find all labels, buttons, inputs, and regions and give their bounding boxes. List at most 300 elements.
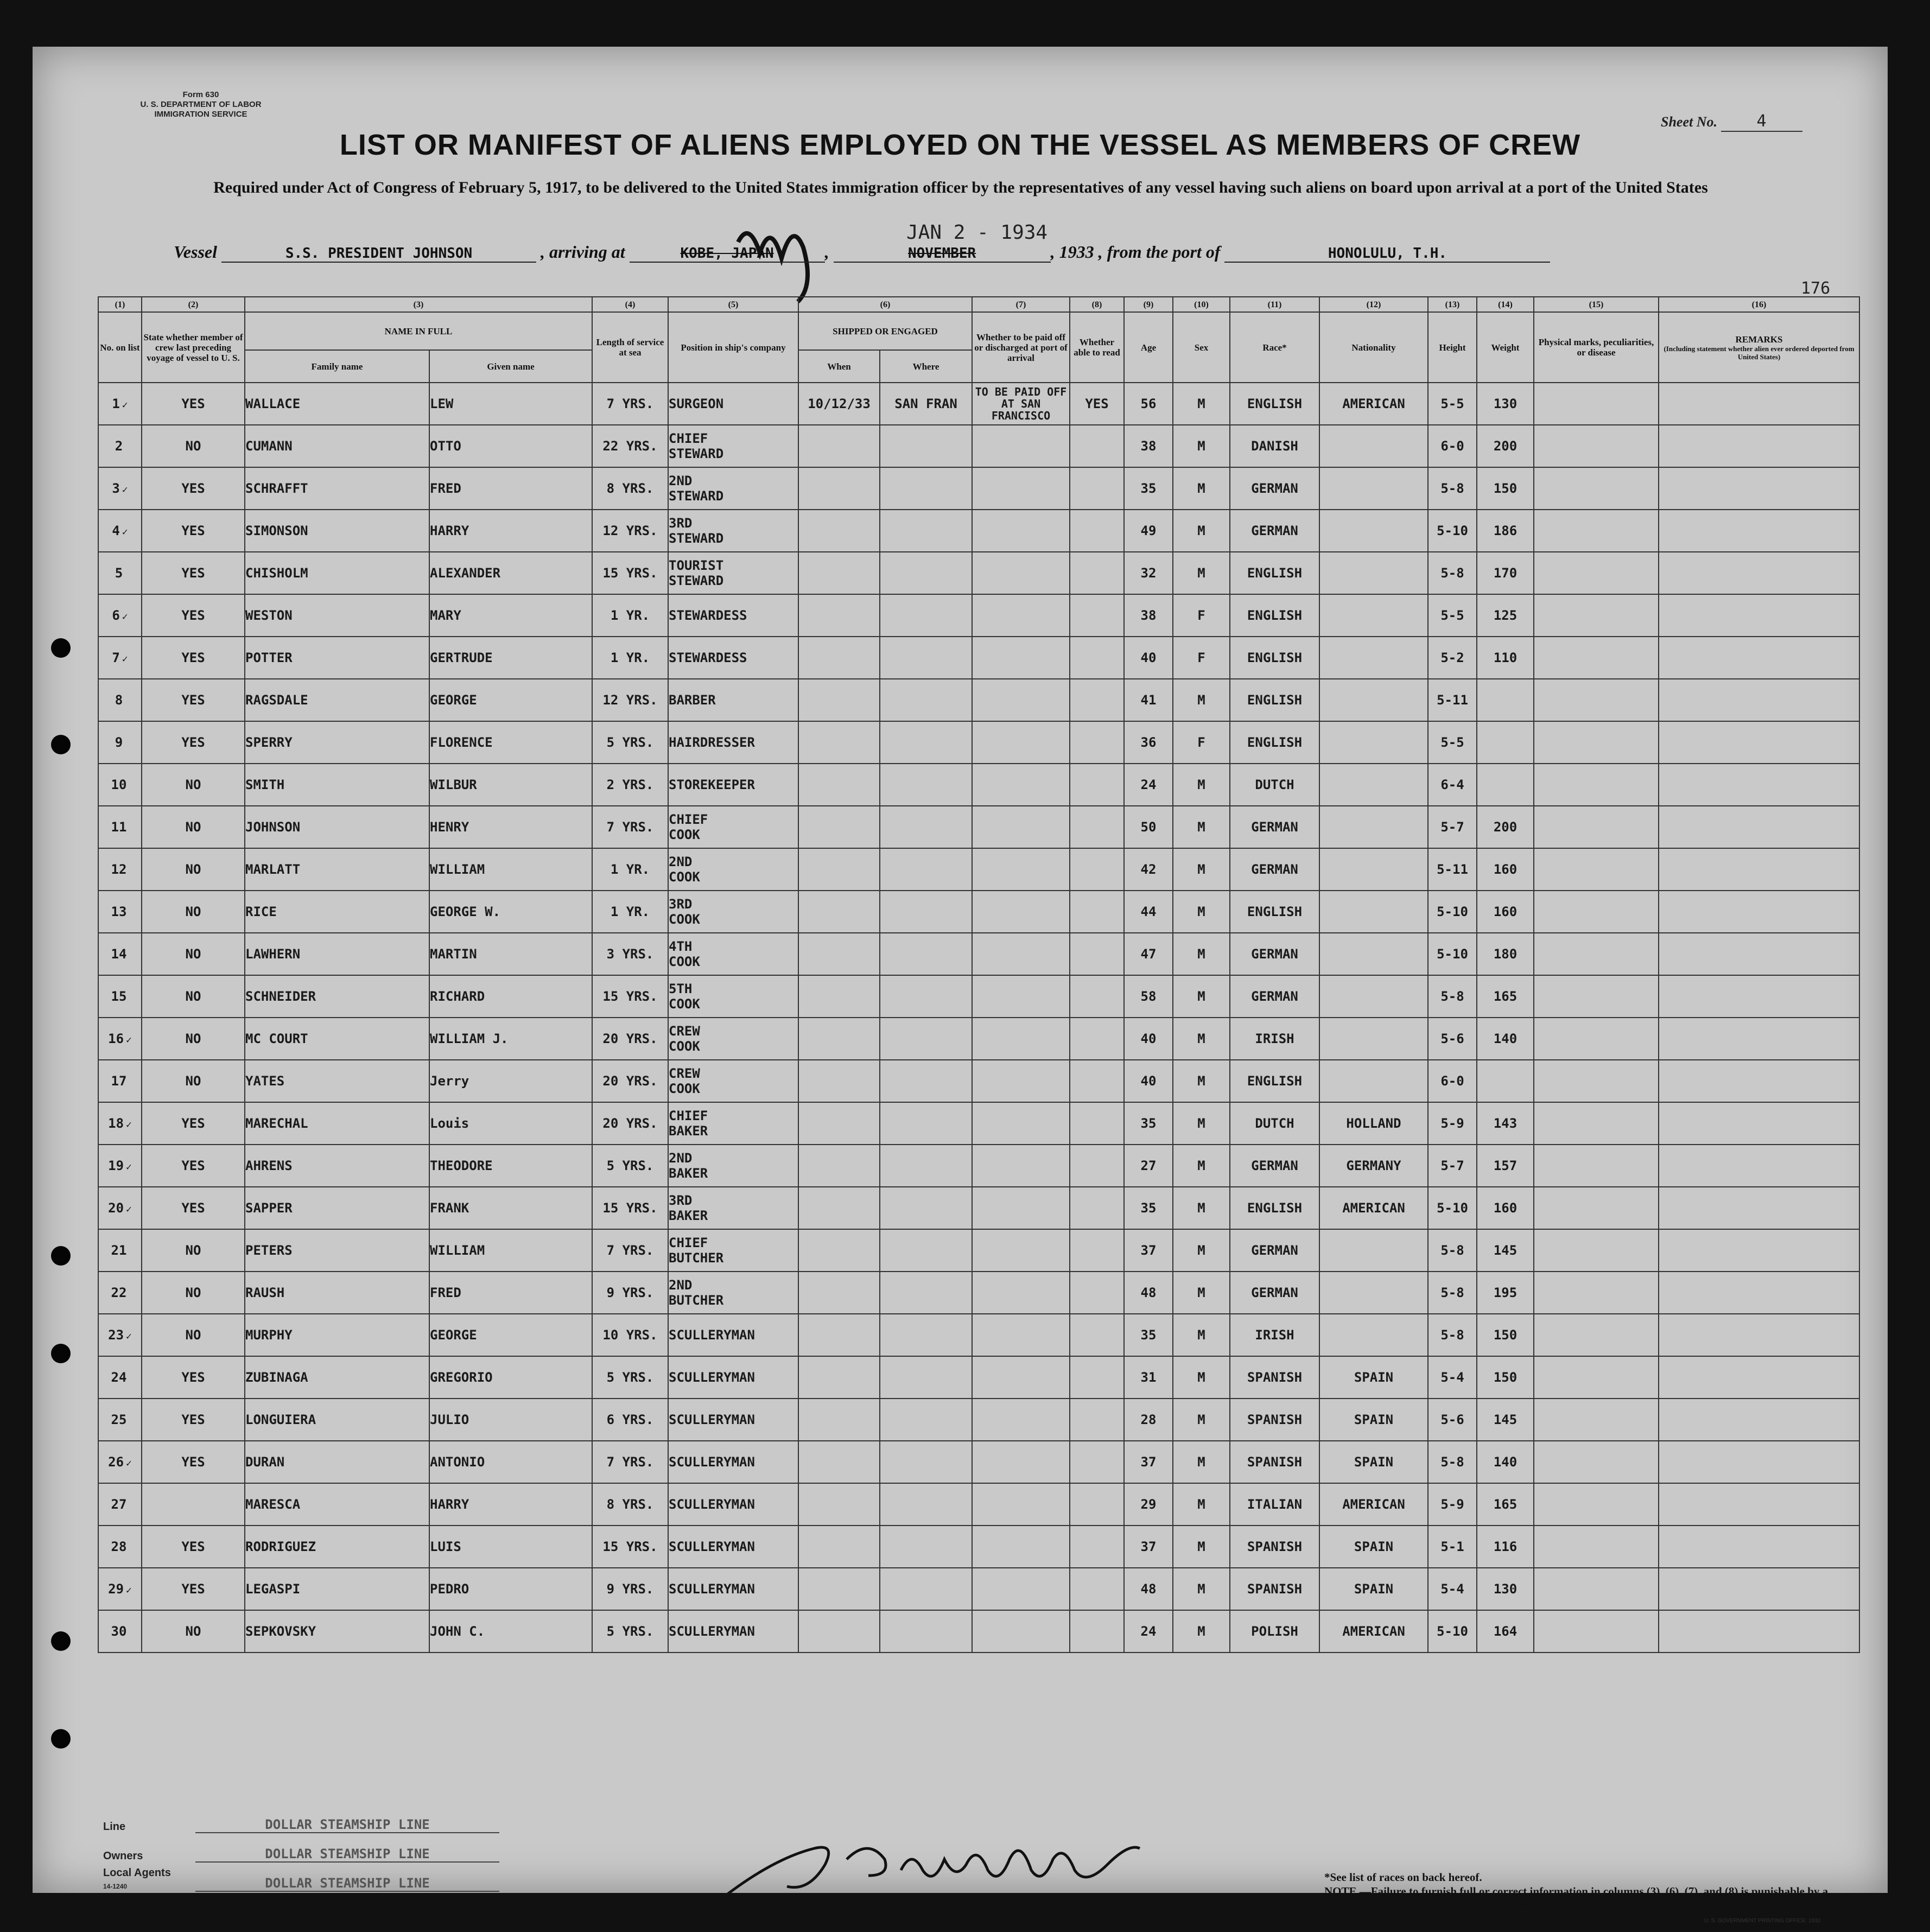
sex-cell: M xyxy=(1173,1187,1230,1229)
row-number: 18 xyxy=(108,1116,124,1131)
row-number-cell xyxy=(98,383,142,425)
height-cell: 5-5 xyxy=(1428,594,1477,637)
remarks-cell xyxy=(1659,806,1859,848)
position-cell xyxy=(668,552,798,594)
race-cell: ENGLISH xyxy=(1230,1060,1319,1102)
age-cell: 48 xyxy=(1124,1568,1173,1610)
shipped-when-cell xyxy=(798,552,880,594)
given-name-cell: MARY xyxy=(429,594,592,637)
header-position: Position in ship's company xyxy=(668,312,798,383)
age-cell: 49 xyxy=(1124,510,1173,552)
age-cell: 36 xyxy=(1124,721,1173,764)
physical-marks-cell xyxy=(1534,510,1659,552)
paid-off-cell xyxy=(972,1314,1070,1356)
given-name-cell: WILLIAM xyxy=(429,848,592,891)
race-cell: GERMAN xyxy=(1230,1272,1319,1314)
table-row xyxy=(98,1314,1859,1356)
position-line: STEWARD xyxy=(669,488,724,504)
row-number: 23 xyxy=(108,1327,124,1343)
punch-hole xyxy=(51,1729,71,1749)
nationality-cell xyxy=(1319,975,1428,1018)
given-name-cell: GREGORIO xyxy=(429,1356,592,1399)
physical-marks-cell xyxy=(1534,1356,1659,1399)
row-number: 6 xyxy=(112,608,120,623)
row-number-cell xyxy=(98,721,142,764)
header-able-to-read: Whether able to read xyxy=(1070,312,1124,383)
height-cell: 5-11 xyxy=(1428,848,1477,891)
remarks-cell xyxy=(1659,1102,1859,1145)
table-row xyxy=(98,383,1859,425)
row-number: 27 xyxy=(111,1497,127,1512)
row-number: 7 xyxy=(112,650,120,665)
position-line: SCULLERYMAN xyxy=(669,1412,755,1427)
position-line: 5TH xyxy=(669,981,693,996)
shipped-when-cell: 10/12/33 xyxy=(798,383,880,425)
given-name-cell: HARRY xyxy=(429,1483,592,1526)
weight-cell: 150 xyxy=(1477,467,1534,510)
position-cell xyxy=(668,679,798,721)
position-line: COOK xyxy=(669,912,700,927)
previous-voyage-cell: NO xyxy=(142,1229,245,1272)
family-name-cell: MARLATT xyxy=(245,848,429,891)
position-line: 3RD xyxy=(669,897,693,912)
table-row xyxy=(98,552,1859,594)
height-cell: 5-11 xyxy=(1428,679,1477,721)
position-cell xyxy=(668,1145,798,1187)
row-number-cell xyxy=(98,764,142,806)
row-number-cell xyxy=(98,1610,142,1653)
physical-marks-cell xyxy=(1534,1229,1659,1272)
header-name-in-full: NAME IN FULL xyxy=(245,312,592,350)
header-previous-voyage: State whether member of crew last preceding voyage of vessel to U. S. xyxy=(142,312,245,383)
paid-off-cell: TO BE PAID OFF AT SAN FRANCISCO xyxy=(972,383,1070,425)
physical-marks-cell xyxy=(1534,1102,1659,1145)
paid-off-cell xyxy=(972,552,1070,594)
length-of-service-cell: 12 YRS. xyxy=(592,679,668,721)
weight-cell: 116 xyxy=(1477,1526,1534,1568)
able-to-read-cell xyxy=(1070,1102,1124,1145)
row-number-cell xyxy=(98,1568,142,1610)
from-port: HONOLULU, T.H. xyxy=(1224,245,1550,263)
header-nationality: Nationality xyxy=(1319,312,1428,383)
age-cell: 35 xyxy=(1124,1187,1173,1229)
agents-label: Local Agents xyxy=(103,1867,171,1879)
footer-company-lines xyxy=(103,1804,499,1892)
department-name: U. S. DEPARTMENT OF LABOR xyxy=(140,100,262,109)
age-cell: 47 xyxy=(1124,933,1173,975)
physical-marks-cell xyxy=(1534,467,1659,510)
col-number: (10) xyxy=(1173,297,1230,312)
nationality-cell xyxy=(1319,594,1428,637)
position-cell xyxy=(668,1610,798,1653)
table-row xyxy=(98,425,1859,467)
position-line: CHIEF xyxy=(669,431,708,446)
race-cell: GERMAN xyxy=(1230,806,1319,848)
row-number: 15 xyxy=(111,989,127,1004)
shipped-when-cell xyxy=(798,679,880,721)
footer-line-row xyxy=(103,1804,499,1833)
position-line: STEWARDESS xyxy=(669,650,747,665)
document-subtitle: Required under Act of Congress of February 5, 1917, to be delivered to the United States immigration officer by the representatives of any vessel having such aliens on board upon arrival at a port of the United States xyxy=(213,179,1708,196)
printer-imprint: U. S. GOVERNMENT PRINTING OFFICE: 1932 xyxy=(1704,1918,1821,1924)
sex-cell: M xyxy=(1173,1314,1230,1356)
paid-off-cell xyxy=(972,1018,1070,1060)
row-number-cell xyxy=(98,552,142,594)
age-cell: 38 xyxy=(1124,425,1173,467)
table-row xyxy=(98,1018,1859,1060)
sex-cell: M xyxy=(1173,1399,1230,1441)
position-cell xyxy=(668,933,798,975)
table-row xyxy=(98,1399,1859,1441)
nationality-cell: SPAIN xyxy=(1319,1526,1428,1568)
race-cell: SPANISH xyxy=(1230,1526,1319,1568)
row-number-cell xyxy=(98,637,142,679)
family-name-cell: MARECHAL xyxy=(245,1102,429,1145)
paid-off-cell xyxy=(972,1610,1070,1653)
remarks-cell xyxy=(1659,1399,1859,1441)
position-line: CREW xyxy=(669,1024,700,1039)
physical-marks-cell xyxy=(1534,806,1659,848)
length-of-service-cell: 1 YR. xyxy=(592,594,668,637)
position-line: SCULLERYMAN xyxy=(669,1624,755,1639)
row-number: 22 xyxy=(111,1285,127,1300)
previous-voyage-cell: NO xyxy=(142,1018,245,1060)
form-identifier xyxy=(98,90,304,119)
header-shipped-or-engaged: SHIPPED OR ENGAGED xyxy=(798,312,972,350)
previous-voyage-cell xyxy=(142,1483,245,1526)
race-cell: SPANISH xyxy=(1230,1568,1319,1610)
col-number: (13) xyxy=(1428,297,1477,312)
position-cell xyxy=(668,764,798,806)
position-line: CHIEF xyxy=(669,812,708,827)
document-title: LIST OR MANIFEST OF ALIENS EMPLOYED ON THE VESSEL AS MEMBERS OF CREW xyxy=(339,129,1581,161)
remarks-cell xyxy=(1659,1610,1859,1653)
age-cell: 40 xyxy=(1124,1018,1173,1060)
nationality-cell xyxy=(1319,848,1428,891)
age-cell: 37 xyxy=(1124,1441,1173,1483)
position-line: 2ND xyxy=(669,1278,693,1293)
row-number: 29 xyxy=(108,1581,124,1597)
physical-marks-cell xyxy=(1534,1145,1659,1187)
given-name-cell: HARRY xyxy=(429,510,592,552)
weight-cell: 150 xyxy=(1477,1314,1534,1356)
previous-voyage-cell: NO xyxy=(142,425,245,467)
physical-marks-cell xyxy=(1534,594,1659,637)
row-number-cell xyxy=(98,679,142,721)
weight-cell xyxy=(1477,1060,1534,1102)
family-name-cell: ZUBINAGA xyxy=(245,1356,429,1399)
row-number: 13 xyxy=(111,904,127,919)
table-row xyxy=(98,1610,1859,1653)
row-number: 30 xyxy=(111,1624,127,1639)
shipped-where-cell xyxy=(880,679,972,721)
remarks-cell xyxy=(1659,891,1859,933)
previous-voyage-cell: YES xyxy=(142,679,245,721)
remarks-cell xyxy=(1659,425,1859,467)
weight-cell: 180 xyxy=(1477,933,1534,975)
table-row xyxy=(98,594,1859,637)
nationality-cell xyxy=(1319,467,1428,510)
table-row xyxy=(98,1102,1859,1145)
header-remarks xyxy=(1659,312,1859,383)
position-cell xyxy=(668,425,798,467)
family-name-cell: CUMANN xyxy=(245,425,429,467)
row-number-cell xyxy=(98,1483,142,1526)
family-name-cell: WESTON xyxy=(245,594,429,637)
family-name-cell: YATES xyxy=(245,1060,429,1102)
vessel-name: S.S. PRESIDENT JOHNSON xyxy=(221,245,536,263)
nationality-cell: GERMANY xyxy=(1319,1145,1428,1187)
position-line: CHIEF xyxy=(669,1235,708,1250)
remarks-cell xyxy=(1659,764,1859,806)
tick-mark: ✓ xyxy=(122,399,128,411)
remarks-cell xyxy=(1659,1483,1859,1526)
table-row xyxy=(98,1526,1859,1568)
row-number: 3 xyxy=(112,481,120,496)
previous-voyage-cell: YES xyxy=(142,721,245,764)
remarks-cell xyxy=(1659,848,1859,891)
shipped-when-cell xyxy=(798,1441,880,1483)
height-cell: 5-8 xyxy=(1428,1441,1477,1483)
physical-marks-cell xyxy=(1534,383,1659,425)
height-cell: 5-10 xyxy=(1428,891,1477,933)
height-cell: 5-4 xyxy=(1428,1568,1477,1610)
position-line: SCULLERYMAN xyxy=(669,1454,755,1470)
arrival-year: 1933 xyxy=(1059,242,1094,262)
able-to-read-cell xyxy=(1070,975,1124,1018)
family-name-cell: LONGUIERA xyxy=(245,1399,429,1441)
table-row xyxy=(98,679,1859,721)
table-row xyxy=(98,1568,1859,1610)
col-number: (8) xyxy=(1070,297,1124,312)
given-name-cell: FRANK xyxy=(429,1187,592,1229)
header-when: When xyxy=(798,350,880,383)
form-number: Form 630 xyxy=(182,90,219,99)
table-row xyxy=(98,806,1859,848)
shipped-when-cell xyxy=(798,848,880,891)
position-cell xyxy=(668,848,798,891)
shipped-when-cell xyxy=(798,1018,880,1060)
row-number: 8 xyxy=(115,692,123,708)
position-line: BAKER xyxy=(669,1123,708,1139)
shipped-where-cell xyxy=(880,1018,972,1060)
sex-cell: M xyxy=(1173,1568,1230,1610)
position-line: CREW xyxy=(669,1066,700,1081)
table-row xyxy=(98,1060,1859,1102)
position-cell xyxy=(668,637,798,679)
remarks-cell xyxy=(1659,1060,1859,1102)
height-cell: 6-4 xyxy=(1428,764,1477,806)
race-cell: IRISH xyxy=(1230,1018,1319,1060)
family-name-cell: WALLACE xyxy=(245,383,429,425)
position-line: HAIRDRESSER xyxy=(669,735,755,750)
header-physical-marks: Physical marks, peculiarities, or disease xyxy=(1534,312,1659,383)
able-to-read-cell xyxy=(1070,1441,1124,1483)
weight-cell: 145 xyxy=(1477,1399,1534,1441)
age-cell: 58 xyxy=(1124,975,1173,1018)
previous-voyage-cell: NO xyxy=(142,1272,245,1314)
row-number-cell xyxy=(98,1272,142,1314)
sex-cell: F xyxy=(1173,721,1230,764)
remarks-cell xyxy=(1659,1272,1859,1314)
length-of-service-cell: 15 YRS. xyxy=(592,975,668,1018)
table-row xyxy=(98,1272,1859,1314)
header-height: Height xyxy=(1428,312,1477,383)
position-line: CHIEF xyxy=(669,1108,708,1123)
tick-mark: ✓ xyxy=(122,526,128,538)
shipped-when-cell xyxy=(798,721,880,764)
given-name-cell: PEDRO xyxy=(429,1568,592,1610)
row-number: 10 xyxy=(111,777,127,792)
race-cell: IRISH xyxy=(1230,1314,1319,1356)
height-cell: 6-0 xyxy=(1428,1060,1477,1102)
remarks-subtitle: (Including statement whether alien ever ordered deported from United States) xyxy=(1664,344,1855,361)
sex-cell: M xyxy=(1173,933,1230,975)
position-line: SCULLERYMAN xyxy=(669,1581,755,1597)
position-cell xyxy=(668,1356,798,1399)
age-cell: 40 xyxy=(1124,1060,1173,1102)
col-number: (5) xyxy=(668,297,798,312)
col-number: (3) xyxy=(245,297,592,312)
height-cell: 5-10 xyxy=(1428,510,1477,552)
race-cell: DUTCH xyxy=(1230,764,1319,806)
position-cell xyxy=(668,1399,798,1441)
sex-cell: M xyxy=(1173,848,1230,891)
row-number: 21 xyxy=(111,1243,127,1258)
family-name-cell: MURPHY xyxy=(245,1314,429,1356)
able-to-read-cell xyxy=(1070,1187,1124,1229)
position-line: TOURIST xyxy=(669,558,724,573)
tick-mark: ✓ xyxy=(126,1034,132,1046)
position-cell xyxy=(668,1314,798,1356)
tick-mark: ✓ xyxy=(126,1331,132,1342)
row-number-cell xyxy=(98,1356,142,1399)
able-to-read-cell xyxy=(1070,1610,1124,1653)
length-of-service-cell: 20 YRS. xyxy=(592,1018,668,1060)
height-cell: 5-9 xyxy=(1428,1483,1477,1526)
sheet-number-label: Sheet No. xyxy=(1661,114,1717,130)
given-name-cell: ANTONIO xyxy=(429,1441,592,1483)
shipped-when-cell xyxy=(798,764,880,806)
remarks-cell xyxy=(1659,1187,1859,1229)
line-value: DOLLAR STEAMSHIP LINE xyxy=(195,1817,499,1833)
race-cell: SPANISH xyxy=(1230,1441,1319,1483)
age-cell: 50 xyxy=(1124,806,1173,848)
nationality-cell xyxy=(1319,1018,1428,1060)
position-line: COOK xyxy=(669,954,700,969)
shipped-when-cell xyxy=(798,1483,880,1526)
height-cell: 5-10 xyxy=(1428,1187,1477,1229)
position-cell xyxy=(668,1441,798,1483)
age-cell: 31 xyxy=(1124,1356,1173,1399)
remarks-cell xyxy=(1659,1526,1859,1568)
row-number: 28 xyxy=(111,1539,127,1554)
paid-off-cell xyxy=(972,1526,1070,1568)
owners-label: Owners xyxy=(103,1850,143,1862)
nationality-cell: SPAIN xyxy=(1319,1399,1428,1441)
paid-off-cell xyxy=(972,637,1070,679)
row-number-cell xyxy=(98,594,142,637)
length-of-service-cell: 5 YRS. xyxy=(592,1356,668,1399)
row-number-cell xyxy=(98,806,142,848)
physical-marks-cell xyxy=(1534,1018,1659,1060)
length-of-service-cell: 1 YR. xyxy=(592,637,668,679)
row-number-cell xyxy=(98,1441,142,1483)
family-name-cell: MC COURT xyxy=(245,1018,429,1060)
shipped-where-cell xyxy=(880,552,972,594)
agents-label-block xyxy=(103,1867,195,1892)
position-cell xyxy=(668,1526,798,1568)
able-to-read-cell xyxy=(1070,1060,1124,1102)
line-label: Line xyxy=(103,1821,126,1833)
position-line: BUTCHER xyxy=(669,1250,724,1266)
shipped-when-cell xyxy=(798,510,880,552)
height-cell: 5-8 xyxy=(1428,552,1477,594)
previous-voyage-cell: NO xyxy=(142,1060,245,1102)
physical-marks-cell xyxy=(1534,425,1659,467)
family-name-cell: RAUSH xyxy=(245,1272,429,1314)
punch-hole xyxy=(51,1246,71,1266)
table-row xyxy=(98,1229,1859,1272)
remarks-cell xyxy=(1659,637,1859,679)
nationality-cell: SPAIN xyxy=(1319,1356,1428,1399)
paid-off-cell xyxy=(972,425,1070,467)
sex-cell: M xyxy=(1173,467,1230,510)
punch-hole xyxy=(51,638,71,658)
given-name-cell: HENRY xyxy=(429,806,592,848)
row-number: 2 xyxy=(115,438,123,454)
position-line: SCULLERYMAN xyxy=(669,1497,755,1512)
owners-value: DOLLAR STEAMSHIP LINE xyxy=(195,1846,499,1863)
race-cell: ENGLISH xyxy=(1230,679,1319,721)
remarks-cell xyxy=(1659,383,1859,425)
race-cell: GERMAN xyxy=(1230,975,1319,1018)
shipped-when-cell xyxy=(798,933,880,975)
race-cell: ENGLISH xyxy=(1230,891,1319,933)
row-number-cell xyxy=(98,1060,142,1102)
age-cell: 24 xyxy=(1124,1610,1173,1653)
shipped-where-cell: SAN FRAN xyxy=(880,383,972,425)
paid-off-cell xyxy=(972,764,1070,806)
sex-cell: M xyxy=(1173,510,1230,552)
shipped-when-cell xyxy=(798,891,880,933)
height-cell: 5-8 xyxy=(1428,975,1477,1018)
nationality-cell: AMERICAN xyxy=(1319,1483,1428,1526)
col-number: (1) xyxy=(98,297,142,312)
age-cell: 48 xyxy=(1124,1272,1173,1314)
length-of-service-cell: 8 YRS. xyxy=(592,1483,668,1526)
agents-value: DOLLAR STEAMSHIP LINE xyxy=(195,1876,499,1892)
nationality-cell xyxy=(1319,510,1428,552)
physical-marks-cell xyxy=(1534,1060,1659,1102)
row-number-cell xyxy=(98,467,142,510)
arriving-port: KOBE, JAPAN xyxy=(630,245,825,263)
remarks-cell xyxy=(1659,679,1859,721)
shipped-when-cell xyxy=(798,594,880,637)
weight-cell: 110 xyxy=(1477,637,1534,679)
able-to-read-cell xyxy=(1070,1483,1124,1526)
shipped-where-cell xyxy=(880,425,972,467)
length-of-service-cell: 12 YRS. xyxy=(592,510,668,552)
col-number: (6) xyxy=(798,297,972,312)
tick-mark: ✓ xyxy=(122,653,128,665)
able-to-read-cell xyxy=(1070,510,1124,552)
able-to-read-cell xyxy=(1070,637,1124,679)
given-name-cell: LUIS xyxy=(429,1526,592,1568)
table-row xyxy=(98,975,1859,1018)
nationality-cell xyxy=(1319,721,1428,764)
remarks-cell xyxy=(1659,1229,1859,1272)
